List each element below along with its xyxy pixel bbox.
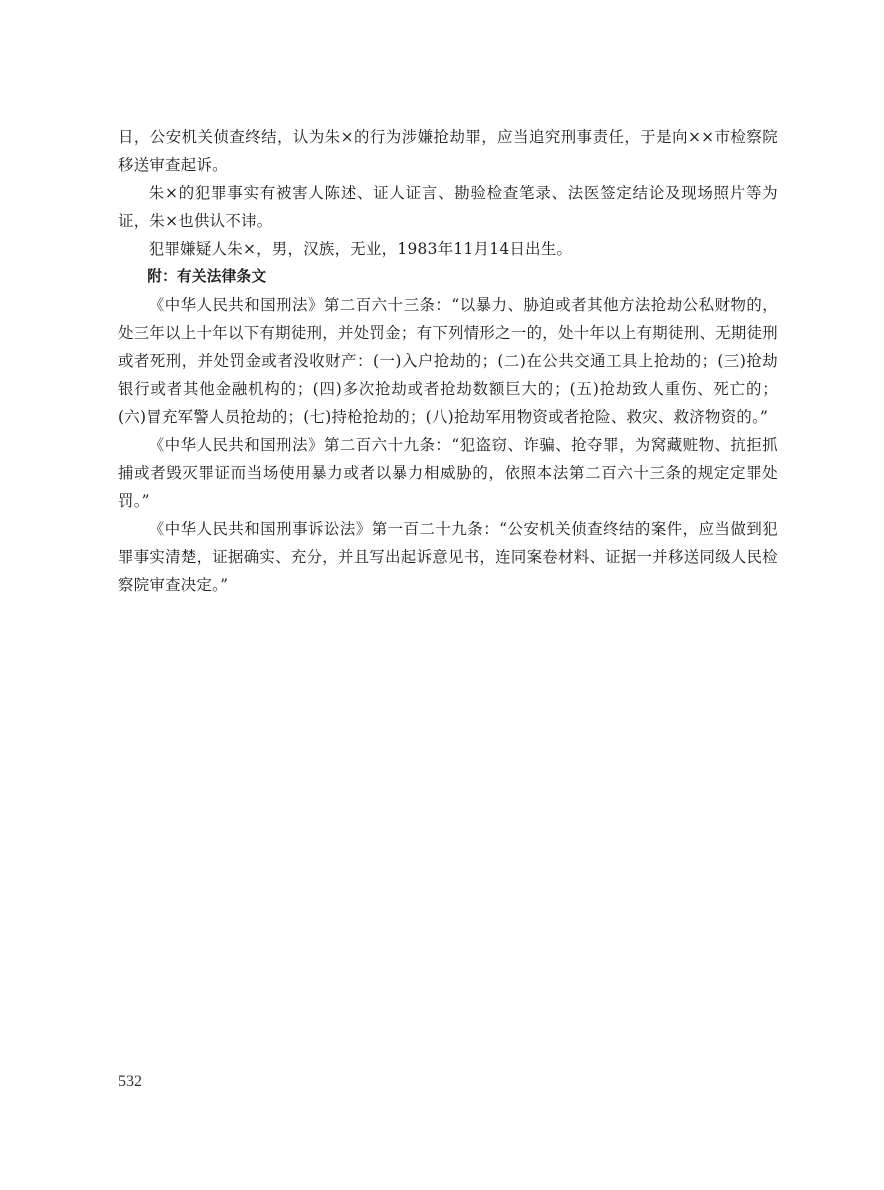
section-heading: 附：有关法律条文	[147, 268, 267, 285]
document-body	[118, 123, 778, 599]
paragraph-law-article-269: 《中华人民共和国刑法》第二百六十九条：“犯盗窃、诈骗、抢夺罪，为窝藏赃物、抗拒抓捕或者毁灭罪证而当场使用暴力或者以暴力相威胁的，依照本法第二百六十三条的规定定罪处罚。”	[118, 436, 778, 510]
paragraph-continuation: 日，公安机关侦查终结，认为朱×的行为涉嫌抢劫罪，应当追究刑事责任，于是向××市检察院移送审查起诉。	[118, 128, 778, 174]
paragraph-law-article-129: 《中华人民共和国刑事诉讼法》第一百二十九条：“公安机关侦查终结的案件，应当做到犯罪事实清楚，证据确实、充分，并且写出起诉意见书，连同案卷材料、证据一并移送同级人民检察院审查决定。”	[118, 520, 778, 594]
paragraph-suspect-info: 犯罪嫌疑人朱×，男，汉族，无业，1983年11月14日出生。	[148, 240, 573, 258]
paragraph-law-article-263: 《中华人民共和国刑法》第二百六十三条：“以暴力、胁迫或者其他方法抢劫公私财物的，处三年以上十年以下有期徒刑，并处罚金；有下列情形之一的，处十年以上有期徒刑、无期徒刑或者死刑，并处罚金或者没收财产：(一)入户抢劫的；(二)在公共交通工具上抢劫的；(三)抢劫银行或者其他金融机构的；(四)多次抢劫或者抢劫数额巨大的；(五)抢劫致人重伤、死亡的；(六)冒充军警人员抢劫的；(七)持枪抢劫的；(八)抢劫军用物资或者抢险、救灾、救济物资的。”	[118, 296, 778, 426]
paragraph-evidence: 朱×的犯罪事实有被害人陈述、证人证言、勘验检查笔录、法医签定结论及现场照片等为证，朱×也供认不讳。	[118, 184, 778, 230]
page-number: 532	[118, 1073, 142, 1090]
